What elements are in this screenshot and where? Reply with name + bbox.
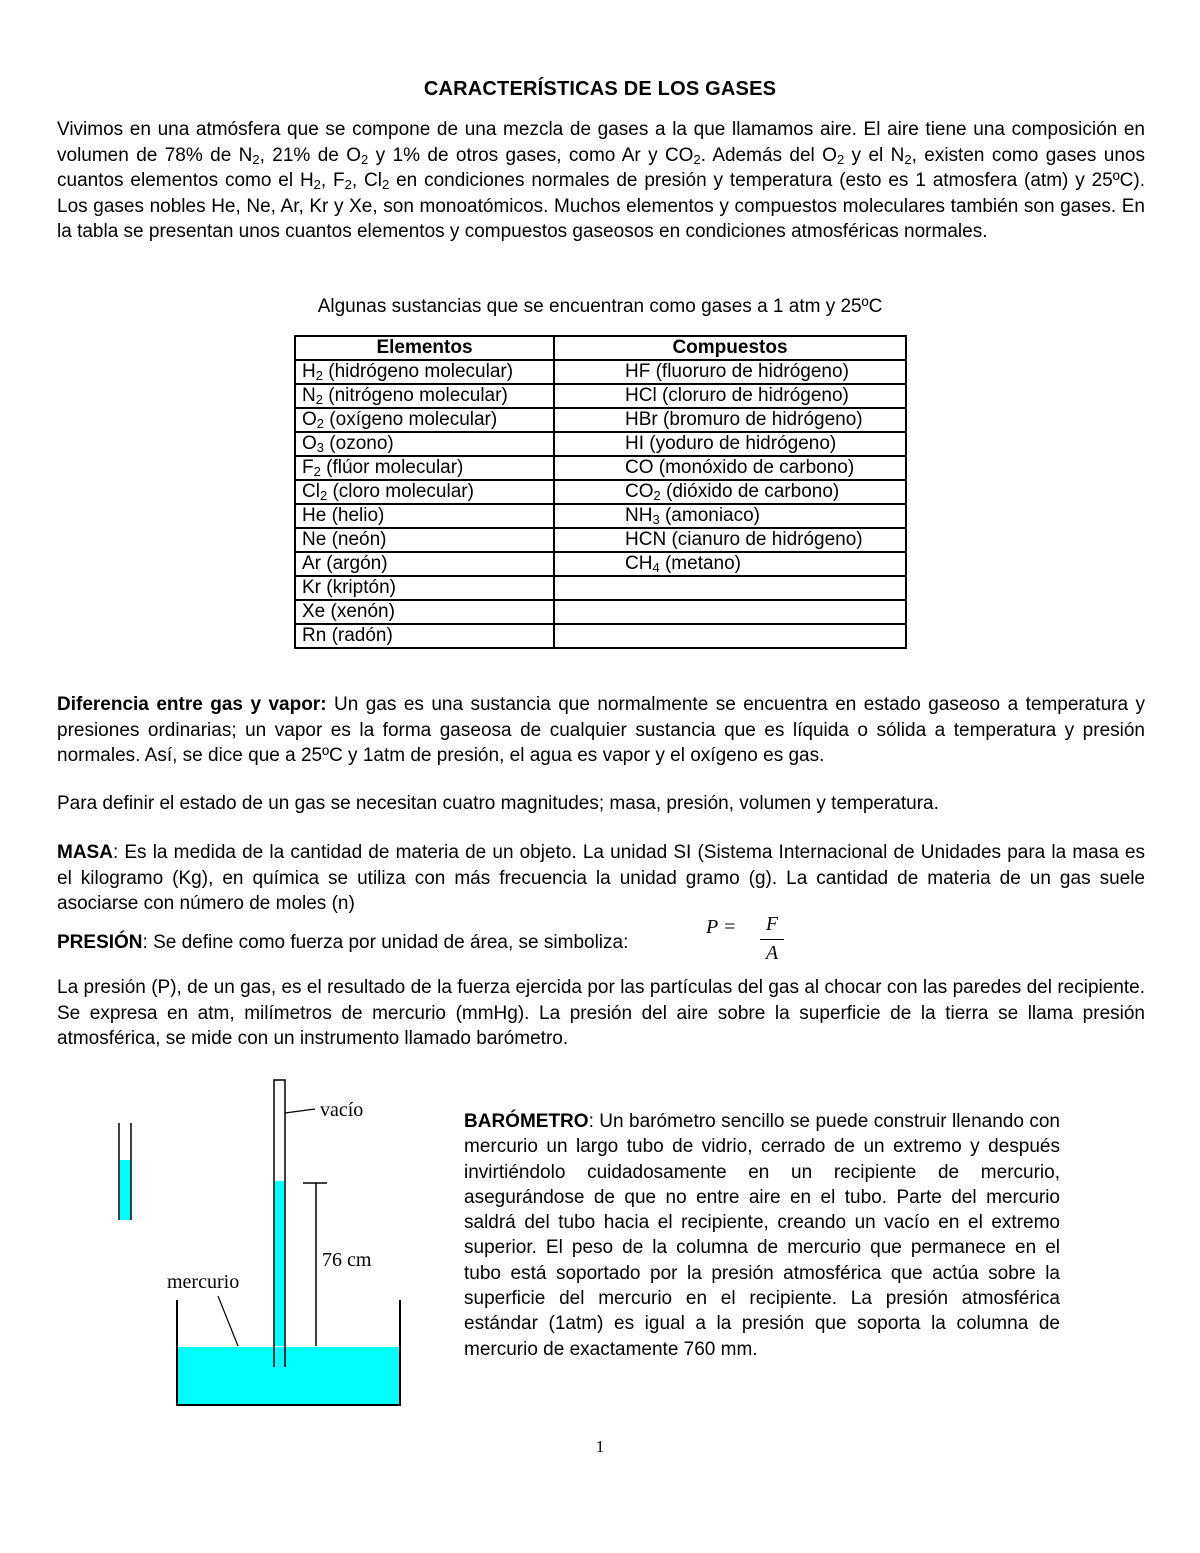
fraction-bar — [760, 939, 784, 940]
label-height: 76 cm — [322, 1249, 372, 1271]
element-cell: He (helio) — [295, 504, 554, 528]
column-header-compuestos: Compuestos — [554, 336, 906, 360]
element-cell: $O_2$ (oxígeno molecular) — [295, 408, 554, 432]
element-cell: $O_3$ (ozono) — [295, 432, 554, 456]
compound-cell: $CO_2$ (dióxido de carbono) — [554, 480, 906, 504]
masa-paragraph: MASA: Es la medida de la cantidad de materia de un objeto. La unidad SI (Sistema Internacional de Unidades para la masa es el kilogramo (Kg), en química se utiliza con más frecuencia la unidad gramo (g). La cantidad de materia de un gas suele asociarse con número de moles (n) — [57, 842, 1145, 914]
masa-label: MASA — [57, 842, 113, 863]
presion-gas-paragraph: La presión (P), de un gas, es el resultado de la fuerza ejercida por las partículas del gas al chocar con las paredes del recipiente. Se expresa en atm, milímetros de mercurio (mmHg). La presión del aire sobre la superficie de la tierra se llama presión atmosférica, se mide con un instrumento llamado barómetro. — [57, 977, 1145, 1049]
element-cell: $N_2$ (nitrógeno molecular) — [295, 384, 554, 408]
element-cell: Ne (neón) — [295, 528, 554, 552]
compound-cell — [554, 576, 906, 600]
element-cell: Rn (radón) — [295, 624, 554, 648]
table-row — [295, 480, 906, 504]
element-cell: Kr (kriptón) — [295, 576, 554, 600]
element-cell: Ar (argón) — [295, 552, 554, 576]
table-row — [295, 552, 906, 576]
compound-cell: HCl (cloruro de hidrógeno) — [554, 384, 906, 408]
element-cell: $Cl_2$ (cloro molecular) — [295, 480, 554, 504]
table-row — [295, 408, 906, 432]
barometro-paragraph: BARÓMETRO: Un barómetro sencillo se puede construir llenando con mercurio un largo tubo de vidrio, cerrado de un extremo y después invirtiéndolo cuidadosamente en un recipiente de mercurio, asegurándose de que no entre aire en el tubo. Parte del mercurio saldrá del tubo hacia el recipiente, creando un vacío en el extremo superior. El peso de la columna de mercurio que permanece en el tubo está soportado por la presión atmosférica que actúa sobre la superficie del mercurio en el recipiente. La presión atmosférica estándar (1atm) es igual a la presión que soporta la columna de mercurio de exactamente 760 mm. — [464, 1111, 1060, 1360]
compound-cell: HI (yoduro de hidrógeno) — [554, 432, 906, 456]
table-row — [295, 600, 906, 624]
presion-label: PRESIÓN — [57, 932, 143, 953]
reference-tube-mercury — [120, 1160, 131, 1220]
element-cell: $F_2$ (flúor molecular) — [295, 456, 554, 480]
mercurio-pointer — [218, 1296, 238, 1346]
column-header-elementos: Elementos — [295, 336, 554, 360]
compound-cell — [554, 624, 906, 648]
table-row — [295, 432, 906, 456]
compound-cell: HBr (bromuro de hidrógeno) — [554, 408, 906, 432]
gases-table — [294, 335, 907, 649]
element-cell: Xe (xenón) — [295, 600, 554, 624]
element-cell: $H_2$ (hidrógeno molecular) — [295, 360, 554, 384]
pressure-formula-lhs: P = — [706, 916, 737, 938]
table-row — [295, 504, 906, 528]
tube-mercury-column — [275, 1181, 284, 1346]
compound-cell: HCN (cianuro de hidrógeno) — [554, 528, 906, 552]
table-caption: Algunas sustancias que se encuentran como gases a 1 atm y 25ºC — [317, 296, 883, 317]
page-number: 1 — [595, 1437, 605, 1456]
table-row — [295, 528, 906, 552]
compound-cell: $CH_4$ (metano) — [554, 552, 906, 576]
compound-cell: CO (monóxido de carbono) — [554, 456, 906, 480]
magnitudes-paragraph: Para definir el estado de un gas se necesitan cuatro magnitudes; masa, presión, volumen y temperatura. — [57, 793, 939, 814]
mercury-pool — [177, 1347, 399, 1404]
formula-denominator: A — [765, 942, 779, 964]
formula-numerator: F — [765, 913, 779, 935]
barometer-diagram — [100, 1075, 420, 1410]
label-vacio: vacío — [320, 1099, 364, 1121]
vacio-pointer — [285, 1109, 315, 1113]
label-mercurio: mercurio — [167, 1271, 240, 1293]
barometro-label: BARÓMETRO — [464, 1111, 589, 1132]
compound-cell — [554, 600, 906, 624]
pressure-formula-fraction — [760, 913, 784, 965]
table-row — [295, 360, 906, 384]
table-row — [295, 456, 906, 480]
table-header-row — [295, 336, 906, 360]
compound-cell: $NH_3$ (amoniaco) — [554, 504, 906, 528]
diferencia-label: Diferencia entre gas y vapor: — [57, 694, 327, 715]
table-row — [295, 624, 906, 648]
page-title: CARACTERÍSTICAS DE LOS GASES — [423, 78, 777, 100]
compound-cell: HF (fluoruro de hidrógeno) — [554, 360, 906, 384]
presion-paragraph: PRESIÓN: Se define como fuerza por unidad de área, se simboliza: — [57, 932, 629, 953]
intro-paragraph: Vivimos en una atmósfera que se compone de una mezcla de gases a la que llamamos aire. El aire tiene una composición en volumen de 78% de $N_2$, 21% de $O_2$ y 1% de otros gases, como Ar y $CO_2$. Además del $O_2$ y el $N_2$, existen como gases unos cuantos elementos como el $H_2$, $F_2$, $Cl_2$ en condiciones normales de presión y temperatura (esto es 1 atmosfera (atm) y 25ºC). Los gases nobles He, Ne, Ar, Kr y Xe, son monoatómicos. Muchos elementos y compuestos moleculares también son gases. En la tabla se presentan unos cuantos elementos y compuestos gaseosos en condiciones atmosféricas normales. — [57, 119, 1146, 242]
diferencia-paragraph: Diferencia entre gas y vapor: Un gas es una sustancia que normalmente se encuentra en estado gaseoso a temperatura y presiones ordinarias; un vapor es la forma gaseosa de cualquier sustancia que es líquida o sólida a temperatura y presión normales. Así, se dice que a 25ºC y 1atm de presión, el agua es vapor y el oxígeno es gas. — [57, 694, 1145, 766]
table-row — [295, 384, 906, 408]
table-row — [295, 576, 906, 600]
